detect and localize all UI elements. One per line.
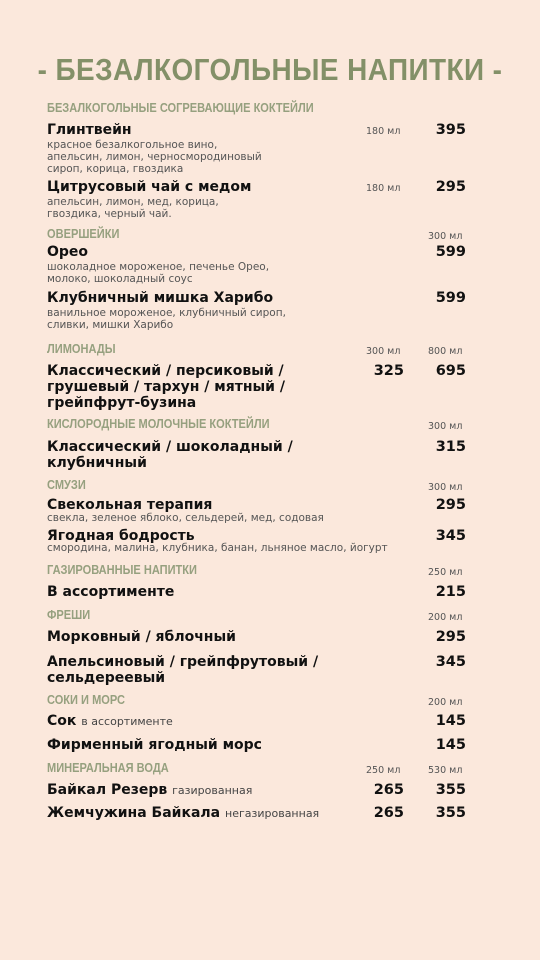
menu-title: - БЕЗАЛКОГОЛЬНЫЕ НАПИТКИ - [37, 52, 503, 87]
item-price: 265 [373, 805, 404, 821]
section-heading-soda: ГАЗИРОВАННЫЕ НАПИТКИ [47, 562, 197, 577]
item-price: 695 [435, 363, 466, 379]
item-name: грейпфрут-бузина [47, 395, 197, 411]
item-description: апельсин, лимон, мед, корица, [47, 196, 219, 208]
item-name: грушевый / тархун / мятный / [47, 379, 285, 395]
item-price: 215 [435, 584, 466, 600]
item-price: 355 [435, 805, 466, 821]
item-name: клубничный [47, 455, 147, 471]
section-volume: 200 мл [428, 612, 463, 623]
item-name [47, 805, 319, 822]
item-note: в ассортименте [81, 715, 173, 728]
item-name: Классический / персиковый / [47, 363, 284, 379]
section-heading-lemonades: ЛИМОНАДЫ [47, 341, 116, 356]
item-name: Клубничный мишка Харибо [47, 290, 274, 306]
section-volume: 250 мл [428, 567, 463, 578]
item-description: свекла, зеленое яблоко, сельдерей, мед, содовая [47, 512, 324, 524]
item-price: 265 [373, 782, 404, 798]
section-heading-shakes: ОВЕРШЕЙКИ [47, 226, 120, 241]
item-price: 345 [435, 528, 466, 544]
item-description: молоко, шоколадный соус [47, 273, 193, 285]
item-name: В ассортименте [47, 584, 175, 600]
item-note: газированная [172, 784, 253, 797]
item-description: смородина, малина, клубника, банан, льняное масло, йогурт [47, 542, 388, 554]
item-description: шоколадное мороженое, печенье Орео, [47, 261, 270, 273]
item-name-text: Жемчужина Байкала [47, 805, 221, 821]
item-price: 315 [435, 439, 466, 455]
item-name: Ягодная бодрость [47, 528, 195, 544]
item-price: 295 [435, 497, 466, 513]
item-price: 395 [435, 122, 466, 138]
section-volume: 300 мл [428, 421, 463, 432]
item-price: 295 [435, 179, 466, 195]
section-volume: 530 мл [428, 765, 463, 776]
item-name: Фирменный ягодный морс [47, 737, 262, 753]
item-name-text: Сок [47, 713, 77, 729]
section-volume: 300 мл [428, 231, 463, 242]
section-heading-juices: СОКИ И МОРС [47, 692, 125, 707]
item-description: гвоздика, черный чай. [47, 208, 172, 220]
item-name: Цитрусовый чай с медом [47, 179, 252, 195]
item-price: 325 [373, 363, 404, 379]
item-description: красное безалкогольное вино, [47, 139, 218, 151]
item-name: Морковный / яблочный [47, 629, 236, 645]
item-description: сироп, корица, гвоздика [47, 163, 184, 175]
item-price: 355 [435, 782, 466, 798]
item-name: Классический / шоколадный / [47, 439, 293, 455]
item-name [47, 782, 252, 799]
item-description: ванильное мороженое, клубничный сироп, [47, 307, 286, 319]
item-volume: 180 мл [366, 126, 401, 137]
section-volume: 200 мл [428, 697, 463, 708]
item-name: Глинтвейн [47, 122, 132, 138]
section-heading-fresh: ФРЕШИ [47, 607, 91, 622]
item-price: 145 [435, 713, 466, 729]
item-volume: 180 мл [366, 183, 401, 194]
item-price: 145 [435, 737, 466, 753]
section-volume: 300 мл [366, 346, 401, 357]
section-heading-water: МИНЕРАЛЬНАЯ ВОДА [47, 760, 169, 775]
section-heading-smoothies: СМУЗИ [47, 477, 86, 492]
item-name-text: Байкал Резерв [47, 782, 168, 798]
item-name: Апельсиновый / грейпфрутовый / [47, 654, 319, 670]
item-name: сельдереевый [47, 670, 166, 686]
item-name: Свекольная терапия [47, 497, 213, 513]
item-price: 345 [435, 654, 466, 670]
section-heading-warming: БЕЗАЛКОГОЛЬНЫЕ СОГРЕВАЮЩИЕ КОКТЕЙЛИ [47, 100, 314, 115]
item-price: 599 [435, 290, 466, 306]
section-heading-oxygen: КИСЛОРОДНЫЕ МОЛОЧНЫЕ КОКТЕЙЛИ [47, 416, 270, 431]
item-price: 599 [435, 244, 466, 260]
section-volume: 300 мл [428, 482, 463, 493]
item-name: Орео [47, 244, 89, 260]
item-price: 295 [435, 629, 466, 645]
item-name [47, 713, 173, 730]
item-description: сливки, мишки Харибо [47, 319, 174, 331]
item-description: апельсин, лимон, черносмородиновый [47, 151, 262, 163]
item-note: негазированная [225, 807, 320, 820]
section-volume: 800 мл [428, 346, 463, 357]
section-volume: 250 мл [366, 765, 401, 776]
